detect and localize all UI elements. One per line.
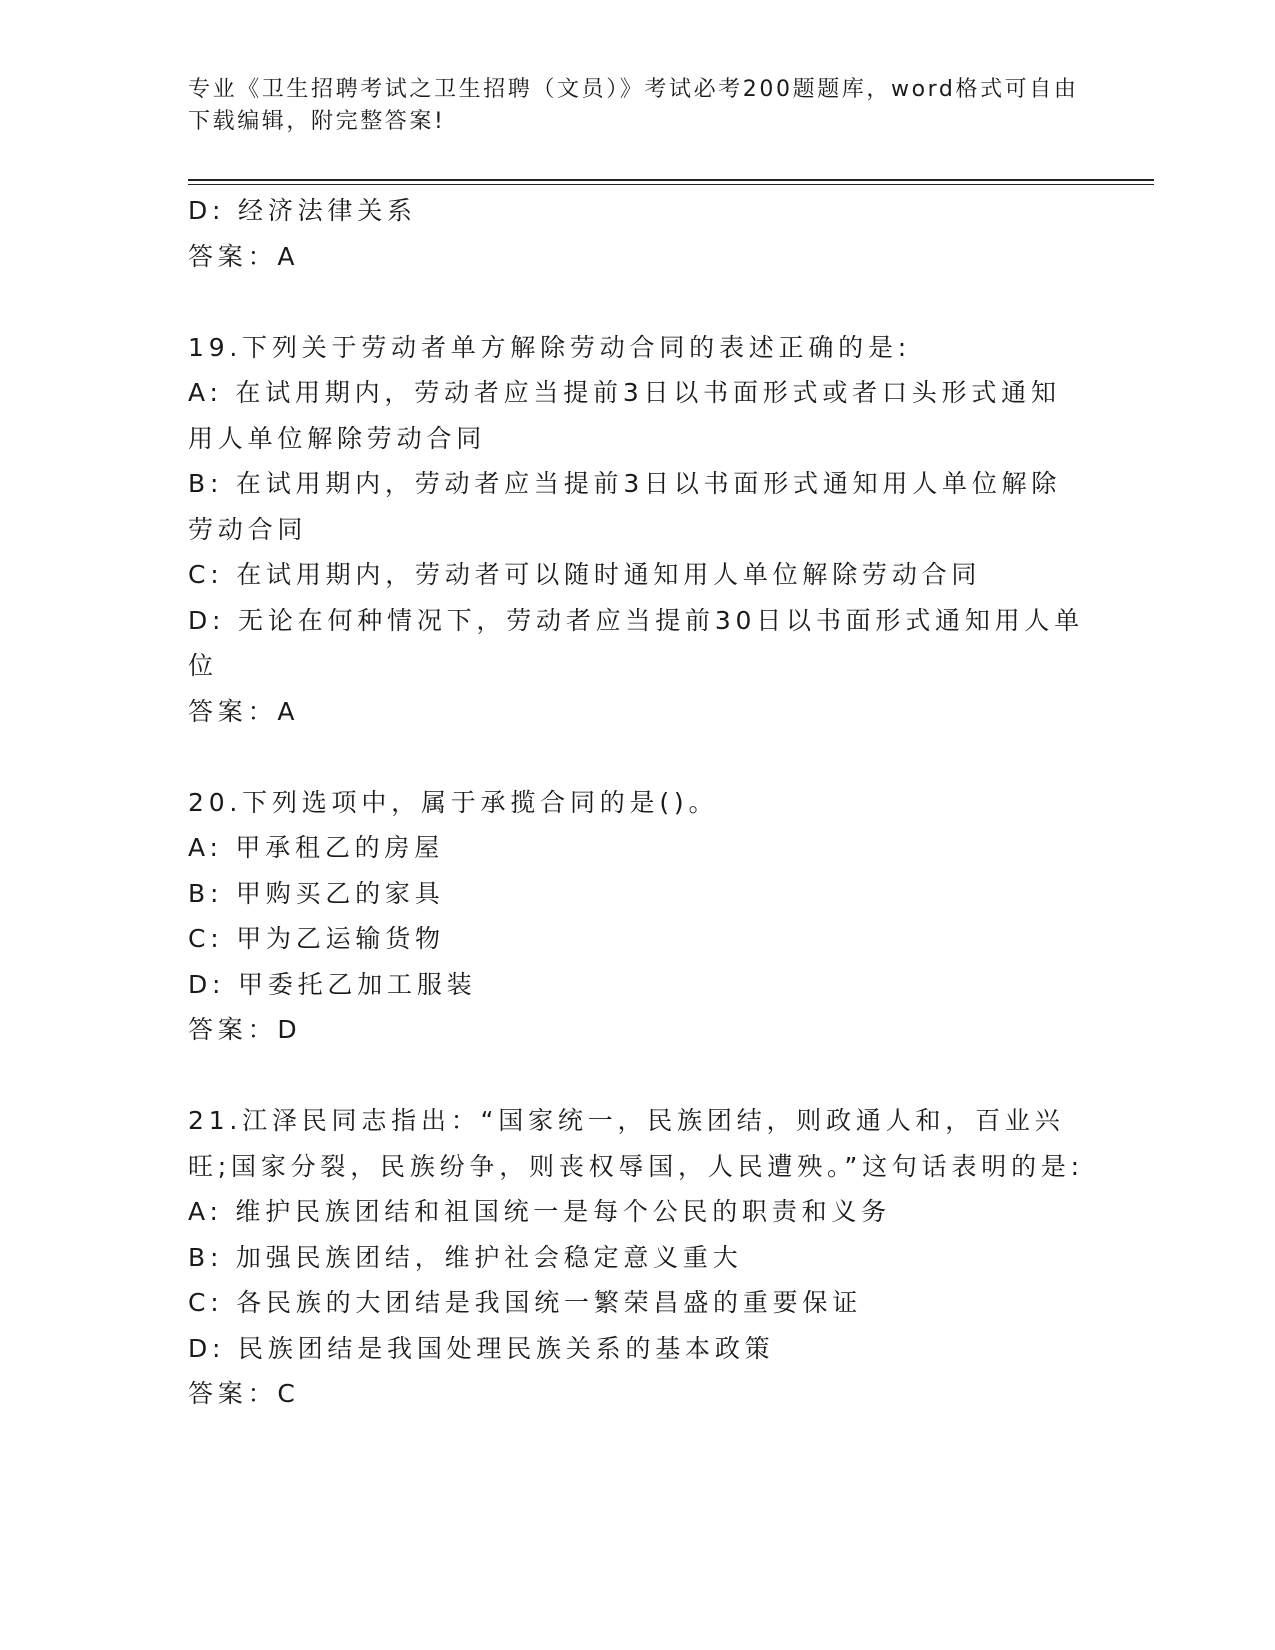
spacer	[188, 734, 1088, 780]
question-stem: 21.江泽民同志指出：“国家统一，民族团结，则政通人和，百业兴旺;国家分裂，民族纷争，则丧权辱国，人民遭殃。”这句话表明的是:	[188, 1106, 1084, 1181]
option-a: A: 在试用期内，劳动者应当提前3日以书面形式或者口头形式通知用人单位解除劳动合同	[188, 378, 1061, 453]
answer-line: 答案：C	[188, 1379, 300, 1408]
option-a: A: 甲承租乙的房屋	[188, 833, 445, 862]
option-d: D: 无论在何种情况下，劳动者应当提前30日以书面形式通知用人单位	[188, 605, 1085, 680]
answer-line: 答案：A	[188, 696, 300, 726]
option-d: D: 经济法律关系	[188, 196, 417, 225]
header-divider-thick	[188, 179, 1154, 181]
option-a: A: 维护民族团结和祖国统一是每个公民的职责和义务	[188, 1197, 892, 1226]
question-19	[188, 325, 1088, 735]
question-stem: 20.下列选项中，属于承揽合同的是()。	[188, 787, 719, 817]
answer-line: 答案：A	[188, 241, 300, 271]
option-b: B: 在试用期内，劳动者应当提前3日以书面形式通知用人单位解除劳动合同	[188, 469, 1062, 544]
carryover-block	[188, 188, 1088, 279]
header-divider-thin	[188, 184, 1154, 185]
option-b: B: 加强民族团结，维护社会稳定意义重大	[188, 1242, 743, 1272]
question-stem: 19.下列关于劳动者单方解除劳动合同的表述正确的是:	[188, 332, 911, 362]
option-d: D: 甲委托乙加工服装	[188, 969, 477, 999]
option-d: D: 民族团结是我国处理民族关系的基本政策	[188, 1333, 775, 1363]
answer-line: 答案：D	[188, 1015, 302, 1044]
spacer	[188, 1053, 1088, 1099]
question-21	[188, 1098, 1088, 1417]
option-c: C: 各民族的大团结是我国统一繁荣昌盛的重要保证	[188, 1288, 863, 1317]
option-b: B: 甲购买乙的家具	[188, 878, 445, 908]
question-content	[188, 188, 1088, 1417]
option-c: C: 甲为乙运输货物	[188, 924, 445, 953]
option-c: C: 在试用期内，劳动者可以随时通知用人单位解除劳动合同	[188, 560, 982, 589]
spacer	[188, 279, 1088, 325]
page-header-title: 专业《卫生招聘考试之卫生招聘（文员）》考试必考200题题库，word格式可自由下载编辑，附完整答案!	[188, 77, 1079, 134]
question-20	[188, 780, 1088, 1053]
